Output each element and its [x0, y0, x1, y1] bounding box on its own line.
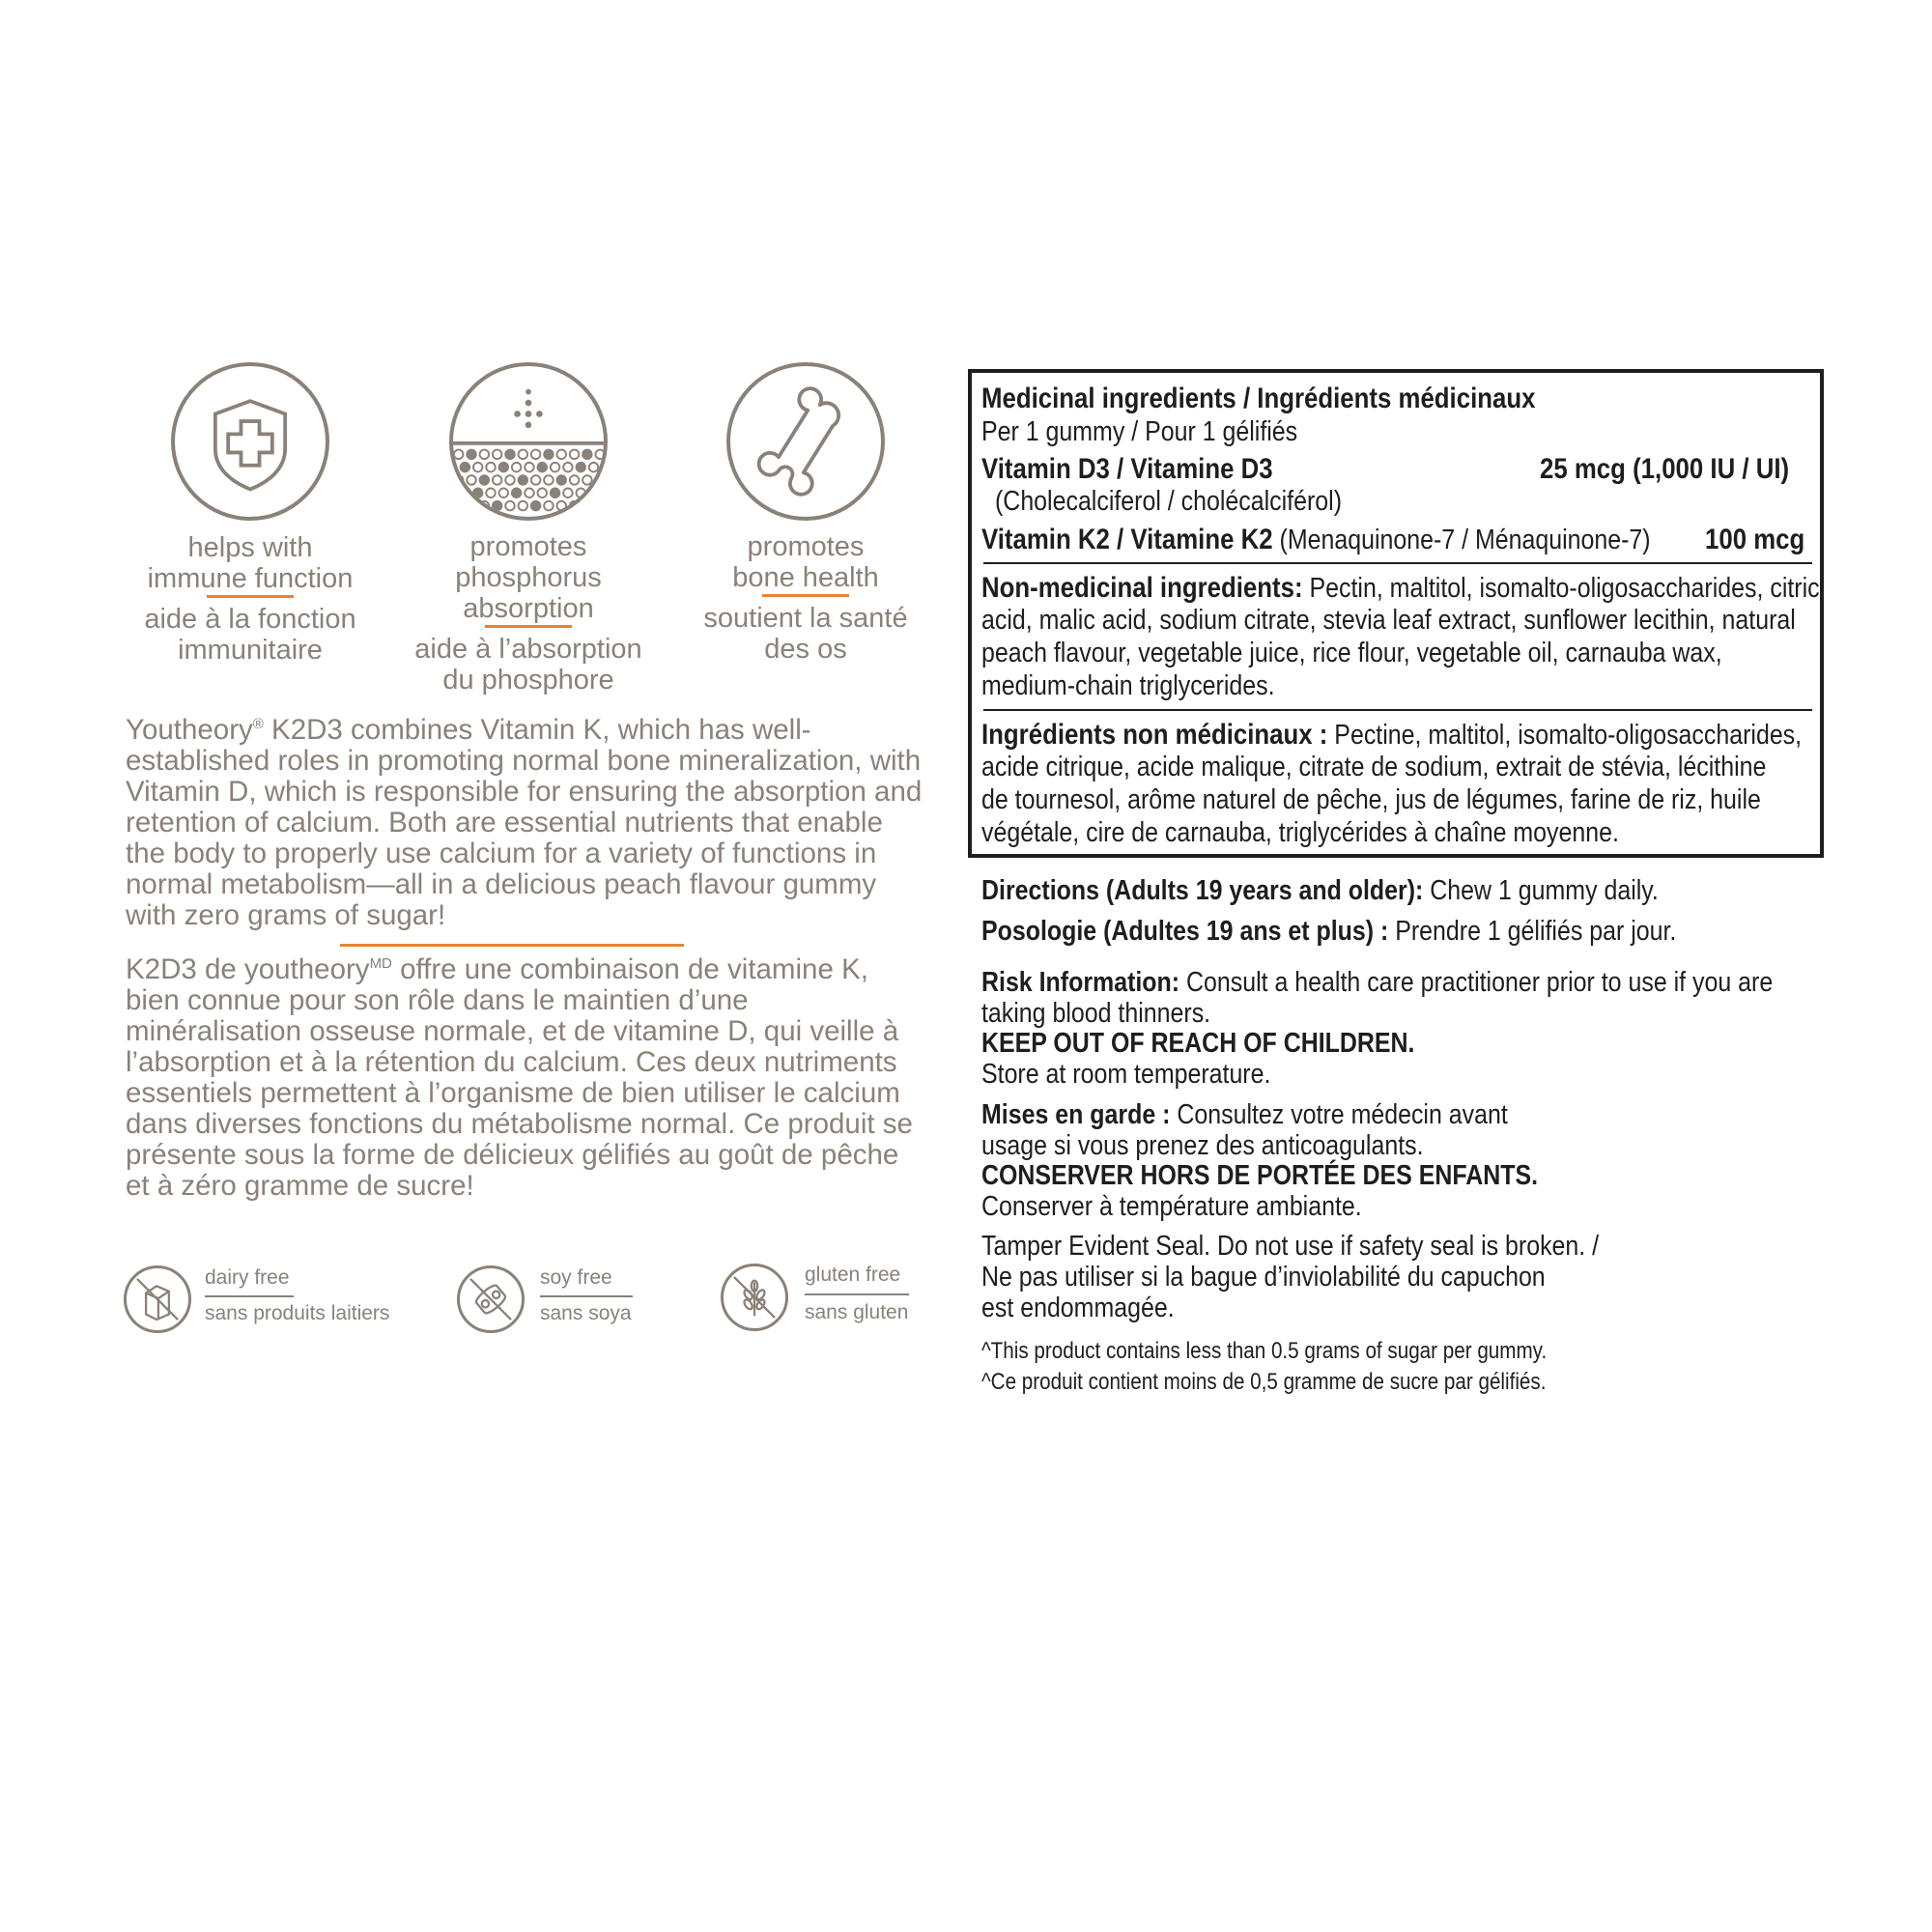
- phosphorus-dot: [538, 463, 548, 472]
- phosphorus-dot: [467, 475, 476, 485]
- phosphorus-dot: [556, 450, 566, 460]
- nonmedicinal-en-text: acid, malic acid, sodium citrate, stevia leaf extract, sunflower lecithin, natural: [981, 605, 1796, 636]
- phosphorus-dot: [544, 475, 554, 485]
- keep-out-of-reach-fr: CONSERVER HORS DE PORTÉE DES ENFANTS.: [981, 1160, 1539, 1191]
- brand-name-fr: K2D3 de youtheory: [126, 953, 370, 985]
- phosphorus-absorption-icon: [449, 362, 608, 521]
- keep-out-of-reach-en: KEEP OUT OF REACH OF CHILDREN.: [981, 1028, 1415, 1059]
- description-fr-body: offre une combinaison de vitamine K, bien connue pour son rôle dans le maintien d’une minéralisation osseuse normale, et de vitamine D, qui veille à l’absorption et à la rétention du calcium. Ces deux nutriments essentiels permettent à l’organisme de bien utiliser le calcium dans diverses fonctions du métabolisme normal. Ce produit se présente sous la forme de délicieux gélifiés au goût de pêche et à zéro gramme de sucre!: [126, 953, 913, 1202]
- phosphorus-dot: [582, 501, 592, 511]
- vitamin-k2-source: (Menaquinone-7 / Ménaquinone-7): [1279, 525, 1651, 555]
- tamper-seal-text: est endommagée.: [981, 1293, 1175, 1323]
- benefit-immune: [110, 532, 390, 666]
- directions-en: [981, 875, 1659, 906]
- risk-en-text: Consult a health care practitioner prior to use if you are: [1186, 967, 1774, 998]
- phosphorus-dot: [473, 463, 483, 472]
- nonmedicinal-en-label: Non-medicinal ingredients:: [981, 572, 1303, 604]
- free-label-fr: sans gluten: [805, 1301, 909, 1323]
- registered-mark: ®: [252, 716, 264, 732]
- benefit-en-line: immune function: [147, 563, 354, 594]
- directions-en-label: Directions (Adults 19 years and older):: [981, 875, 1424, 906]
- footnote-en: ^This product contains less than 0.5 grams of sugar per gummy.: [981, 1338, 1548, 1364]
- nonmedicinal-fr-label: Ingrédients non médicinaux :: [981, 719, 1328, 751]
- phosphorus-dot: [531, 475, 541, 485]
- benefit-fr-line: des os: [764, 634, 847, 665]
- vitamin-k2-name: Vitamin K2 / Vitamine K2: [981, 524, 1273, 555]
- phosphorus-dot: [505, 450, 515, 460]
- phosphorus-dot: [480, 501, 490, 511]
- description-en-body: K2D3 combines Vitamin K, which has well-established roles in promoting normal bone mineralization, with Vitamin D, which is responsible for ensuring the absorption and retention of calcium. Both are essential nutrients that enable the body to properly use calcium for a variety of functions in normal metabolism—all in a delicious peach flavour gummy with zero grams of sugar!: [126, 714, 923, 931]
- benefit-en-line: helps with: [187, 532, 313, 563]
- phosphorus-dot: [576, 489, 585, 498]
- phosphorus-dot: [512, 489, 522, 498]
- phosphorus-dot: [595, 501, 604, 511]
- directions-fr-label: Posologie (Adultes 19 ans et plus) :: [981, 916, 1389, 947]
- free-divider: [540, 1295, 633, 1297]
- phosphorus-dot: [589, 463, 599, 472]
- directions-fr-text: Prendre 1 gélifiés par jour.: [1395, 916, 1677, 947]
- nonmedicinal-en-text: peach flavour, vegetable juice, rice flour, vegetable oil, carnauba wax,: [981, 638, 1722, 668]
- benefit-fr-line: du phosphore: [442, 665, 614, 696]
- phosphorus-dot: [467, 450, 476, 460]
- risk-fr-label: Mises en garde :: [981, 1099, 1171, 1130]
- benefit-fr-line: immunitaire: [178, 635, 323, 666]
- phosphorus-dot: [499, 463, 509, 472]
- phosphorus-dot: [602, 463, 604, 472]
- benefit-bone: [666, 531, 946, 665]
- phosphorus-dot: [576, 463, 585, 472]
- phosphorus-dot: [544, 501, 554, 511]
- phosphorus-dot: [570, 450, 580, 460]
- benefit-fr-line: aide à l’absorption: [414, 634, 642, 665]
- free-label-en: dairy free: [205, 1266, 290, 1289]
- phosphorus-dot: [480, 450, 490, 460]
- risk-en-label: Risk Information:: [981, 967, 1180, 998]
- footnote-fr: ^Ce produit contient moins de 0,5 gramme de sucre par gélifiés.: [981, 1369, 1547, 1395]
- risk-fr-text: Consultez votre médecin avant: [1177, 1099, 1508, 1130]
- phosphorus-dot: [493, 450, 502, 460]
- nonmedicinal-fr-text: Pectine, maltitol, isomalto-oligosaccharides,: [1334, 720, 1803, 751]
- brand-name: Youtheory: [126, 714, 253, 746]
- phosphorus-dot: [486, 489, 496, 498]
- vitamin-d3-source: (Cholecalciferol / cholécalciférol): [995, 486, 1343, 517]
- free-label-fr: sans soya: [540, 1302, 632, 1324]
- phosphorus-dot: [519, 475, 528, 485]
- phosphorus-dot: [454, 450, 464, 460]
- benefit-en-line: promotes: [747, 531, 865, 562]
- benefit-phosphorus: [388, 531, 668, 696]
- phosphorus-dot: [525, 463, 534, 472]
- phosphorus-dot: [512, 463, 522, 472]
- phosphorus-dot: [589, 489, 599, 498]
- phosphorus-dot: [595, 475, 604, 485]
- directions-en-text: Chew 1 gummy daily.: [1430, 875, 1659, 906]
- storage-fr: Conserver à température ambiante.: [981, 1191, 1362, 1222]
- description-fr: [126, 954, 927, 1202]
- phosphorus-dot: [582, 450, 592, 460]
- phosphorus-dot: [499, 489, 509, 498]
- phosphorus-dot: [570, 501, 580, 511]
- phosphorus-dot: [563, 489, 573, 498]
- description-divider: [340, 944, 684, 947]
- phosphorus-dot: [531, 501, 541, 511]
- benefit-divider: [762, 594, 849, 597]
- phosphorus-dot: [480, 475, 490, 485]
- phosphorus-dot: [538, 489, 548, 498]
- wheat-crossed-icon: [721, 1264, 788, 1331]
- storage-en: Store at room temperature.: [981, 1059, 1271, 1090]
- phosphorus-dot: [493, 475, 502, 485]
- free-label-en: soy free: [540, 1266, 612, 1289]
- risk-fr-line: [981, 1099, 1508, 1130]
- phosphorus-dot: [544, 450, 554, 460]
- free-label-en: gluten free: [805, 1264, 901, 1286]
- phosphorus-dot: [556, 501, 566, 511]
- benefit-en-line: bone health: [732, 562, 879, 593]
- nonmedicinal-fr-text: végétale, cire de carnauba, triglycérides à chaîne moyenne.: [981, 817, 1619, 848]
- phosphorus-dot: [563, 463, 573, 472]
- free-label-fr: sans produits laitiers: [205, 1302, 390, 1324]
- vitamin-d3-name: Vitamin D3 / Vitamine D3: [981, 453, 1273, 485]
- phosphorus-dot: [570, 475, 580, 485]
- risk-en-line: [981, 967, 1773, 998]
- free-divider: [205, 1295, 294, 1297]
- phosphorus-dot: [519, 450, 528, 460]
- benefit-en-line: phosphorus: [455, 562, 602, 593]
- phosphorus-dot: [461, 463, 470, 472]
- phosphorus-dot: [531, 450, 541, 460]
- phosphorus-dot: [454, 475, 464, 485]
- phosphorus-dot: [505, 501, 515, 511]
- nonmedicinal-fr-line: [981, 719, 1802, 752]
- nonmedicinal-fr-text: acide citrique, acide malique, citrate de sodium, extrait de stévia, lécithine: [981, 752, 1767, 782]
- nonmedicinal-en-text: Pectin, maltitol, isomalto-oligosaccharides, citric: [1309, 573, 1820, 604]
- milk-carton-crossed-icon: [124, 1265, 191, 1333]
- tamper-seal-text: Tamper Evident Seal. Do not use if safety seal is broken. /: [981, 1231, 1600, 1262]
- nonmedicinal-en-line: [981, 572, 1820, 605]
- phosphorus-dot: [467, 501, 476, 511]
- phosphorus-dot: [551, 489, 560, 498]
- phosphorus-dot: [525, 489, 534, 498]
- ingredients-divider: [983, 562, 1812, 564]
- phosphorus-dot: [486, 463, 496, 472]
- risk-en-text: taking blood thinners.: [981, 998, 1211, 1029]
- phosphorus-dot: [461, 489, 470, 498]
- trademark-mark: MD: [369, 955, 392, 972]
- phosphorus-dot: [473, 489, 483, 498]
- benefit-divider: [485, 625, 572, 628]
- benefit-en-line: promotes: [469, 531, 587, 562]
- phosphorus-dot: [493, 501, 502, 511]
- risk-fr-text: usage si vous prenez des anticoagulants.: [981, 1130, 1424, 1161]
- vitamin-k2-amount: 100 mcg: [1705, 524, 1805, 555]
- soy-crossed-icon: [457, 1265, 525, 1333]
- benefit-fr-line: soutient la santé: [703, 603, 908, 634]
- phosphorus-dot: [519, 501, 528, 511]
- tamper-seal-text: Ne pas utiliser si la bague d’inviolabilité du capuchon: [981, 1262, 1546, 1293]
- benefit-fr-line: aide à la fonction: [144, 604, 356, 635]
- phosphorus-dot: [505, 475, 515, 485]
- ingredients-panel: [968, 369, 1824, 858]
- phosphorus-dot: [582, 475, 592, 485]
- ingredients-divider: [983, 709, 1812, 711]
- bone-icon: [726, 362, 885, 521]
- phosphorus-dot: [454, 501, 464, 511]
- nonmedicinal-fr-text: de tournesol, arôme naturel de pêche, jus de légumes, farine de riz, huile: [981, 784, 1761, 815]
- phosphorus-dot: [595, 450, 604, 460]
- description-en: [126, 715, 927, 931]
- vitamin-k2-row: [981, 524, 1651, 556]
- vitamin-d3-amount: 25 mcg (1,000 IU / UI): [1540, 453, 1790, 485]
- medicinal-heading: Medicinal ingredients / Ingrédients médicinaux: [981, 383, 1536, 414]
- phosphorus-dot: [602, 489, 604, 498]
- phosphorus-dot: [551, 463, 560, 472]
- free-divider: [805, 1293, 909, 1295]
- serving-size: Per 1 gummy / Pour 1 gélifiés: [981, 416, 1298, 447]
- phosphorus-dot: [556, 475, 566, 485]
- benefit-divider: [207, 595, 294, 598]
- directions-fr: [981, 916, 1676, 947]
- shield-cross-icon: [171, 362, 329, 521]
- nonmedicinal-en-text: medium-chain triglycerides.: [981, 670, 1275, 701]
- benefit-en-line: absorption: [463, 593, 594, 624]
